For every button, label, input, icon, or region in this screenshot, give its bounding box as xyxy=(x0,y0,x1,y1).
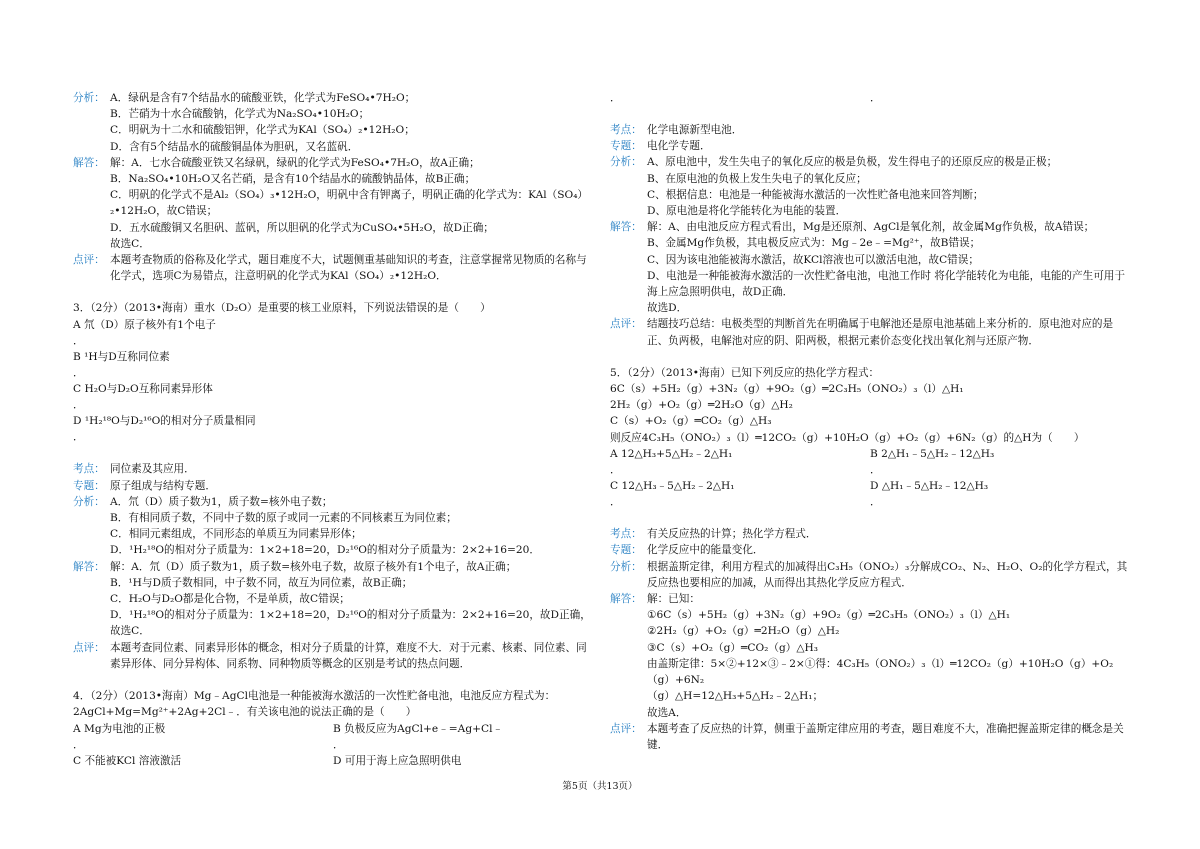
q5-zhuanti: 专题： 化学反应中的能量变化． xyxy=(610,544,764,557)
q3-answer: 解答： 解：A．氘（D）质子数为1，质子数=核外电子数，故原子核外有1个电子，故A正确； B．¹H与D质子数相同，中子数不同，故互为同位素，故B正确； C．H₂O与D₂O都是化合物，不是单质，故C错误； D．¹H₂¹⁸O的相对分子质量为：1×2+18=20，D₂¹⁶O的相对分子质量为：2×2+16=20，故D正确， 故选C． xyxy=(73,560,591,638)
q5-analysis: 分析： 根据盖斯定律，利用方程式的加减得出C₃H₅（ONO₂）₃分解成CO₂、N₂、H₂O、O₂的化学方程式，其 反应热也要相应的加减，从而得出其热化学反应方程式． xyxy=(610,560,1128,589)
q4-zhuanti: 专题： 电化学专题． xyxy=(610,140,711,153)
left-column: 分析： A．绿矾是含有7个结晶水的硫酸亚铁，化学式为FeSO₄•7H₂O； B．芒硝为十水合硫酸钠，化学式为Na₂SO₄•10H₂O； C．明矾为十二水和硫酸铝钾，化学式为KAl（SO₄）₂•12H₂O； D．含有5个结晶水的硫酸铜晶体为胆矾，又名蓝矾． 解答： 解：A．七水合硫酸亚铁又名绿矾，绿矾的化学式为FeSO₄•7H₂O，故A正确； B．Na₂SO₄•10H₂O又名芒硝，是含有10个结晶水的硫酸钠晶体，故B正确； C．明矾的化学式不是Al₂（SO₄）₃•12H₂O，明矾中含有钾离子，明矾正确的化学式为：KAl（SO₄） ₂•12H₂O，故C错误； D．五水硫酸铜又名胆矾、蓝矾，所以胆矾的化学式为CuSO₄•5H₂O，故D正确； 故选C． 点评： 本题考查物质的俗称及化学式，题目难度不大，试题侧重基础知识的考查，注意掌握常见物质的名称与 化学式，选项C为易错点，注意明矾的化学式为KAl（SO₄）₂•12H₂O． 3．（2分）（2013•海南）重水（D₂O）是重要的核工业原料，下列说法错误的是（ ） A 氘（D）原子核外有1个电子 ． B ¹H与D互称同位素 ． C H₂O与D₂O互称同素异形体 ． D ¹H₂¹⁸O与D₂¹⁶O的相对分子质量相同 ． 考点： 同位素及其应用． 专题： 原子组成与结构专题． 分析： A．氘（D）质子数为1，质子数=核外电子数； B．有相同质子数，不同中子数的原子或同一元素的不同核素互为同位素； C．相同元素组成，不同形态的单质互为同素异形体； D．¹H₂¹⁸O的相对分子质量为：1×2+18=20，D₂¹⁶O的相对分子质量为：2×2+16=20． 解答： 解：A．氘（D）质子数为1，质子数=核外电子数，故原子核外有1个电子，故A正确； B．¹H与D质子数相同，中子数不同，故互为同位素，故B正确； C．H₂O与D₂O都是化合物，不是单质，故C错误； D．¹H₂¹⁸O的相对分子质量为：1×2+18=20，D₂¹⁶O的相对分子质量为：2×2+16=20，故D正确， 故选C． 点评： 本题考查同位素、同素异形体的概念，相对分子质量的计算，难度不大．对于元素、核素、同位素、同 素异形体、同分异构体、同系物、同种物质等概念的区别是考试的热点问题． 4．（2分）（2013•海南）Mg﹣AgCl电池是一种能被海水激活的一次性贮备电池，电池反应方程式为： 2AgCl+Mg=Mg²⁺+2Ag+2Cl﹣．有关该电池的说法正确的是（ ） A Mg为电池的正极 B 负极反应为AgCl+e﹣=Ag+Cl﹣ ． ． C 不能被KCl 溶液激活 D 可用于海上应急照明供电 xyxy=(73,90,593,769)
q3-option-a: A 氘（D）原子核外有1个电子 xyxy=(73,318,216,331)
q5-kaodian: 考点： 有关反应热的计算；热化学方程式． xyxy=(610,528,817,541)
q2-answer: 解答： 解：A．七水合硫酸亚铁又名绿矾，绿矾的化学式为FeSO₄•7H₂O，故A正确； B．Na₂SO₄•10H₂O又名芒硝，是含有10个结晶水的硫酸钠晶体，故B正确； C．明矾的化学式不是Al₂（SO₄）₃•12H₂O，明矾中含有钾离子，明矾正确的化学式为：KAl（SO₄） ₂•12H₂O，故C错误； D．五水硫酸铜又名胆矾、蓝矾，所以胆矾的化学式为CuSO₄•5H₂O，故D正确； 故选C． xyxy=(73,156,589,250)
q5-eq3: C（s）+O₂（g）═CO₂（g）△H₃ xyxy=(610,415,772,428)
q4-option-a: A Mg为电池的正极 xyxy=(73,722,166,735)
q3-option-d: D ¹H₂¹⁸O与D₂¹⁶O的相对分子质量相同 xyxy=(73,415,256,428)
q4-stem-line2: 2AgCl+Mg=Mg²⁺+2Ag+2Cl﹣．有关该电池的说法正确的是（ ） xyxy=(73,706,417,719)
q5-option-d: D △H₁﹣5△H₂﹣12△H₃ xyxy=(870,480,989,493)
q3-analysis: 分析： A．氘（D）质子数为1，质子数=核外电子数； B．有相同质子数，不同中子数的原子或同一元素的不同核素互为同位素； C．相同元素组成，不同形态的单质互为同素异形体； D．¹H₂¹⁸O的相对分子质量为：1×2+18=20，D₂¹⁶O的相对分子质量为：2×2+16=20． xyxy=(73,495,540,557)
q5-option-c: C 12△H₃﹣5△H₂﹣2△H₁ xyxy=(610,480,735,493)
q4-comment: 点评： 结题技巧总结：电极类型的判断首先在明确属于电解池还是原电池基础上来分析的．原电池对应的是 正、负两极，电解池对应的阴、阳两极，根据元素价态变化找出氧化剂与还原产物． xyxy=(610,318,1114,347)
q5-eq2: 2H₂（g）+O₂（g）═2H₂O（g）△H₂ xyxy=(610,399,793,412)
q3-zhuanti: 专题： 原子组成与结构专题． xyxy=(73,479,216,492)
right-column: ． ． 考点： 化学电源新型电池． 专题： 电化学专题． 分析： A、原电池中，发生失电子的氧化反应的极是负极，发生得电子的还原反应的极是正极； B、在原电池的负极上发生失电子的氧化反应； C、根据信息：电池是一种能被海水激活的一次性贮备电池来回答判断； D、原电池是将化学能转化为电能的装置． 解答： 解：A、由电池反应方程式看出，Mg是还原剂、AgCl是氧化剂，故金属Mg作负极，故A错误； B、金属Mg作负极，其电极反应式为：Mg﹣2e﹣=Mg²⁺，故B错误； C、因为该电池能被海水激活，故KCl溶液也可以激活电池，故C错误； D、电池是一种能被海水激活的一次性贮备电池，电池工作时 将化学能转化为电能，电能的产生可用于 海上应急照明供电，故D正确． 故选D． 点评： 结题技巧总结：电极类型的判断首先在明确属于电解池还是原电池基础上来分析的．原电池对应的是 正、负两极，电解池对应的阴、阳两极，根据元素价态变化找出氧化剂与还原产物． 5．（2分）（2013•海南）已知下列反应的热化学方程式： 6C（s）+5H₂（g）+3N₂（g）+9O₂（g）═2C₃H₅（ONO₂）₃（l）△H₁ 2H₂（g）+O₂（g）═2H₂O（g）△H₂ C（s）+O₂（g）═CO₂（g）△H₃ 则反应4C₃H₅（ONO₂）₃（l）═12CO₂（g）+10H₂O（g）+O₂（g）+6N₂（g）的△H为（ ） A 12△H₃+5△H₂﹣2△H₁ B 2△H₁﹣5△H₂﹣12△H₃ ． ． C 12△H₃﹣5△H₂﹣2△H₁ D △H₁﹣5△H₂﹣12△H₃ ． ． 考点： 有关反应热的计算；热化学方程式． 专题： 化学反应中的能量变化． 分析： 根据盖斯定律，利用方程式的加减得出C₃H₅（ONO₂）₃分解成CO₂、N₂、H₂O、O₂的化学方程式，其 反应热也要相应的加减，从而得出其热化学反应方程式． 解答： 解：已知： ①6C（s）+5H₂（g）+3N₂（g）+9O₂（g）═2C₃H₅（ONO₂）₃（l）△H₁ ②2H₂（g）+O₂（g）═2H₂O（g）△H₂ ③C（s）+O₂（g）═CO₂（g）△H₃ 由盖斯定律：5×②+12×③﹣2×①得：4C₃H₅（ONO₂）₃（l）═12CO₂（g）+10H₂O（g）+O₂（g）+6N₂ （g）△H=12△H₃+5△H₂﹣2△H₁； 故选A． 点评： 本题考查了反应热的计算，侧重于盖斯定律应用的考查，题目难度不大，准确把握盖斯定律的概念是关 键． xyxy=(610,90,1130,753)
q3-option-b: B ¹H与D互称同位素 xyxy=(73,350,170,363)
q3-stem: 3．（2分）（2013•海南）重水（D₂O）是重要的核工业原料，下列说法错误的是（ ） xyxy=(73,302,491,315)
q5-answer: 解答： 解：已知： ①6C（s）+5H₂（g）+3N₂（g）+9O₂（g）═2C₃H₅（ONO₂）₃（l）△H₁ ②2H₂（g）+O₂（g）═2H₂O（g）△H₂ ③C（s）+O₂（g）═CO₂（g）△H₃ 由盖斯定律：5×②+12×③﹣2×①得：4C₃H₅（ONO₂）₃（l）═12CO₂（g）+10H₂O（g）+O₂（g）+6N₂ （g）△H=12△H₃+5△H₂﹣2△H₁； 故选A． xyxy=(610,593,1114,719)
q5-eq1: 6C（s）+5H₂（g）+3N₂（g）+9O₂（g）═2C₃H₅（ONO₂）₃（l）△H₁ xyxy=(610,383,964,396)
page-footer: 第5页（共13页） xyxy=(562,781,638,792)
q3-kaodian: 考点： 同位素及其应用． xyxy=(73,463,195,476)
q5-option-a: A 12△H₃+5△H₂﹣2△H₁ xyxy=(610,447,733,460)
q2-analysis: 分析： A．绿矾是含有7个结晶水的硫酸亚铁，化学式为FeSO₄•7H₂O； B．芒硝为十水合硫酸钠，化学式为Na₂SO₄•10H₂O； C．明矾为十二水和硫酸铝钾，化学式为KAl（SO₄）₂•12H₂O； D．含有5个结晶水的硫酸铜晶体为胆矾，又名蓝矾． xyxy=(73,92,416,153)
q3-option-c: C H₂O与D₂O互称同素异形体 xyxy=(73,383,213,396)
q4-option-d: D 可用于海上应急照明供电 xyxy=(333,754,462,767)
q5-option-b: B 2△H₁﹣5△H₂﹣12△H₃ xyxy=(870,447,995,460)
q4-analysis: 分析： A、原电池中，发生失电子的氧化反应的极是负极，发生得电子的还原反应的极是正极； B、在原电池的负极上发生失电子的氧化反应； C、根据信息：电池是一种能被海水激活的一次性贮备电池来回答判断； D、原电池是将化学能转化为电能的装置． xyxy=(610,156,1058,218)
q4-option-b: B 负极反应为AgCl+e﹣=Ag+Cl﹣ xyxy=(333,722,504,735)
q4-answer: 解答： 解：A、由电池反应方程式看出，Mg是还原剂、AgCl是氧化剂，故金属Mg作负极，故A错误； B、金属Mg作负极，其电极反应式为：Mg﹣2e﹣=Mg²⁺，故B错误； C、因为该电池能被海水激活，故KCl溶液也可以激活电池，故C错误； D、电池是一种能被海水激活的一次性贮备电池，电池工作时 将化学能转化为电能，电能的产生可用于 海上应急照明供电，故D正确． 故选D． xyxy=(610,221,1125,315)
q3-comment: 点评： 本题考查同位素、同素异形体的概念，相对分子质量的计算，难度不大．对于元素、核素、同位素、同 素异形体、同分异构体、同系物、同种物质等概念的区别是考试的热点问题． xyxy=(73,641,587,670)
q4-kaodian: 考点： 化学电源新型电池． xyxy=(610,124,743,136)
q2-comment: 点评： 本题考查物质的俗称及化学式，题目难度不大，试题侧重基础知识的考查，注意掌握常见物质的名称与 化学式，选项C为易错点，注意明矾的化学式为KAl（SO₄）₂•12H₂O． xyxy=(73,254,587,283)
q5-question: 则反应4C₃H₅（ONO₂）₃（l）═12CO₂（g）+10H₂O（g）+O₂（g）+6N₂（g）的△H为（ ） xyxy=(610,431,1085,444)
q4-option-c: C 不能被KCl 溶液激活 xyxy=(73,754,182,767)
q5-stem: 5．（2分）（2013•海南）已知下列反应的热化学方程式： xyxy=(610,366,880,379)
q5-comment: 点评： 本题考查了反应热的计算，侧重于盖斯定律应用的考查，题目难度不大，准确把握盖斯定律的概念是关 键． xyxy=(610,722,1124,751)
q4-stem-line1: 4．（2分）（2013•海南）Mg﹣AgCl电池是一种能被海水激活的一次性贮备电池，电池反应方程式为： xyxy=(73,690,556,703)
